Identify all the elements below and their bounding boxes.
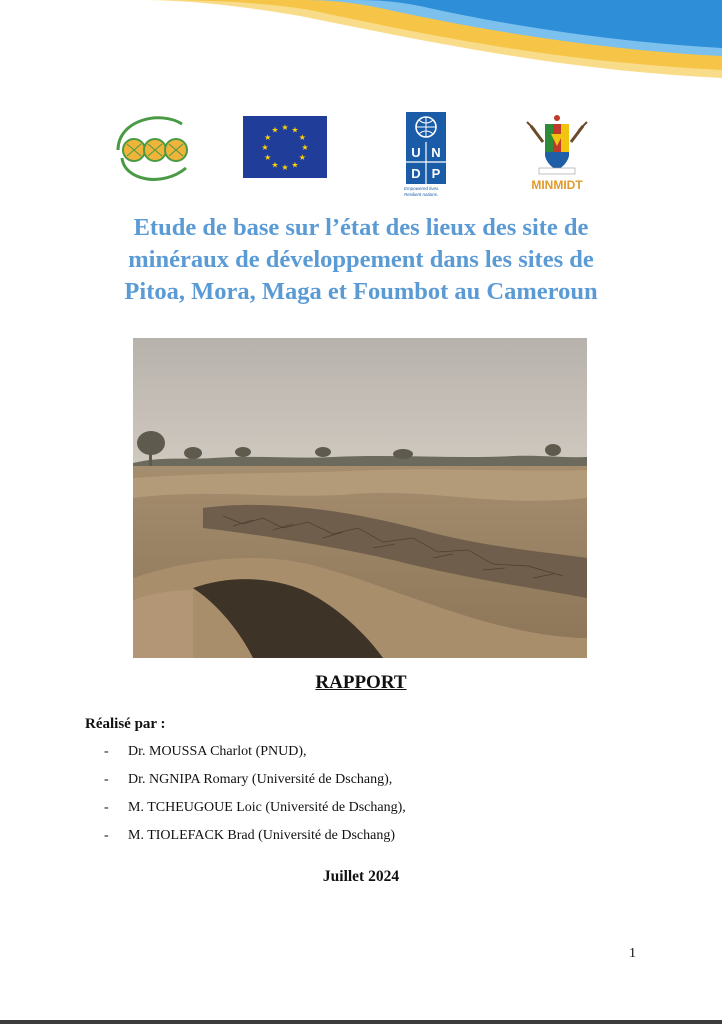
- svg-text:★: ★: [291, 125, 299, 135]
- list-bullet: -: [104, 744, 109, 759]
- list-bullet: -: [104, 828, 109, 843]
- report-title: [40, 212, 682, 308]
- svg-text:★: ★: [281, 123, 289, 132]
- author-name: Dr. MOUSSA Charlot (PNUD),: [128, 744, 307, 759]
- svg-text:★: ★: [281, 163, 289, 172]
- svg-text:★: ★: [271, 160, 279, 170]
- page-number: 1: [629, 946, 636, 961]
- undp-tagline-line-1: Empowered lives.: [404, 186, 440, 191]
- svg-text:★: ★: [301, 143, 309, 152]
- report-title-line-2: minéraux de développement dans les sites de: [128, 246, 594, 273]
- minmidt-logo: [521, 112, 593, 196]
- undp-tagline-line-2: Resilient nations.: [404, 192, 439, 197]
- cover-photo-eroded-landscape: [133, 338, 587, 658]
- svg-text:★: ★: [264, 153, 272, 162]
- undp-emblem-icon: [406, 112, 446, 184]
- bottom-edge-rule: [0, 1020, 722, 1024]
- list-bullet: -: [104, 772, 109, 787]
- report-date: Juillet 2024: [322, 868, 400, 885]
- undp-letter-n: N: [431, 145, 441, 160]
- author-name: M. TCHEUGOUE Loic (Université de Dschang),: [128, 800, 406, 815]
- partner-logos-row: [0, 108, 722, 204]
- report-type-heading: RAPPORT: [315, 672, 407, 693]
- minmidt-logo-text: MINMIDT: [531, 178, 583, 192]
- author-name: Dr. NGNIPA Romary (Université de Dschang),: [128, 772, 393, 787]
- report-title-line-1: Etude de base sur l’état des lieux des site de: [133, 214, 589, 241]
- acp-logo: [112, 110, 198, 186]
- svg-text:★: ★: [291, 160, 299, 170]
- svg-text:★: ★: [271, 125, 279, 135]
- cameroon-coat-of-arms-icon: [521, 112, 593, 176]
- list-bullet: -: [104, 800, 109, 815]
- author-name: M. TIOLEFACK Brad (Université de Dschang): [128, 828, 395, 843]
- prepared-by-label: Réalisé par :: [85, 716, 166, 732]
- eu-flag-logo: [243, 116, 327, 178]
- report-title-line-3: Pitoa, Mora, Maga et Foumbot au Cameroun: [124, 278, 598, 305]
- header-swoosh-decoration: [0, 0, 722, 100]
- undp-letter-u: U: [411, 145, 421, 160]
- undp-letter-p: P: [431, 166, 441, 181]
- svg-text:★: ★: [264, 133, 272, 142]
- svg-text:★: ★: [298, 133, 306, 142]
- undp-letter-d: D: [411, 166, 421, 181]
- svg-text:★: ★: [298, 153, 306, 162]
- svg-text:★: ★: [261, 143, 269, 152]
- undp-logo: [406, 112, 446, 204]
